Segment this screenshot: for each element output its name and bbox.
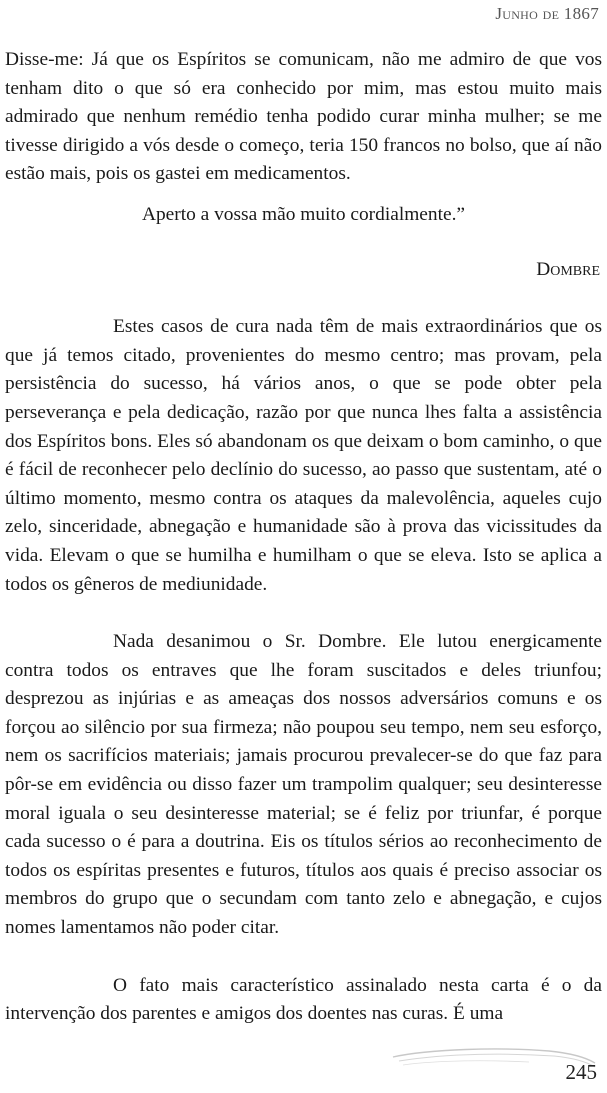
page-body (5, 46, 602, 1029)
signature: Dombre (536, 258, 600, 280)
page-number: 245 (565, 1060, 597, 1084)
paragraph-commentary: Estes casos de cura nada têm de mais extraordinários que os que já temos citado, provenientes do mesmo centro; mas provam, pela persistência do sucesso, há vários anos, o que se pode obter pela perseverança e pela dedicação, razão por que nunca lhes falta a assistência dos Espíritos bons. Eles só abandonam os que deixam o bom caminho, o que é fácil de reconhecer pelo declínio do sucesso, ao passo que sustentam, até o último momento, mesmo contra os ataques da malevolência, aqueles cujo zelo, sinceridade, abnegação e humanidade são à prova das vicissitudes da vida. Elevam o que se humilha e humilham o que se eleva. Isto se aplica a todos os gêneros de mediunidade. (5, 316, 602, 595)
closing-line: Aperto a vossa mão muito cordialmente.” (141, 203, 466, 225)
running-header (495, 4, 599, 24)
page-footer (389, 1027, 599, 1085)
paragraph-dombre: Nada desanimou o Sr. Dombre. Ele lutou energicamente contra todos os entraves que lhe foram suscitados e deles triunfou; desprezou as injúrias e as ameaças dos nossos adversários comuns e os forçou ao silêncio por sua firmeza; não poupou seu tempo, nem seu esforço, nem os sacrifícios materiais; jamais procurou prevalecer-se do que faz para pôr-se em evidência ou disso fazer um trampolim qualquer; seu desinteresse moral iguala o seu desinteresse material; se é feliz por triunfar, é porque cada sucesso o é para a doutrina. Eis os títulos sérios ao reconhecimento de todos os espíritas presentes e futuros, títulos aos quais é preciso associar os membros do grupo que o secundam com tanto zelo e abnegação, e cujos nomes lamentamos não poder citar. (5, 631, 602, 939)
paragraph-final: O fato mais característico assinalado nesta carta é o da intervenção dos parentes e amigos dos doentes nas curas. É uma (5, 974, 602, 1025)
running-title: Junho de 1867 (495, 4, 599, 23)
paragraph-letter-end: Disse-me: Já que os Espíritos se comunicam, não me admiro de que vos tenham dito o que só era conhecido por mim, mas estou muito mais admirado que nenhum remédio tenha podido curar minha mulher; se me tivesse dirigido a vós desde o começo, teria 150 francos no bolso, que aí não estão mais, pois os gastei em medicamentos. (5, 49, 602, 185)
